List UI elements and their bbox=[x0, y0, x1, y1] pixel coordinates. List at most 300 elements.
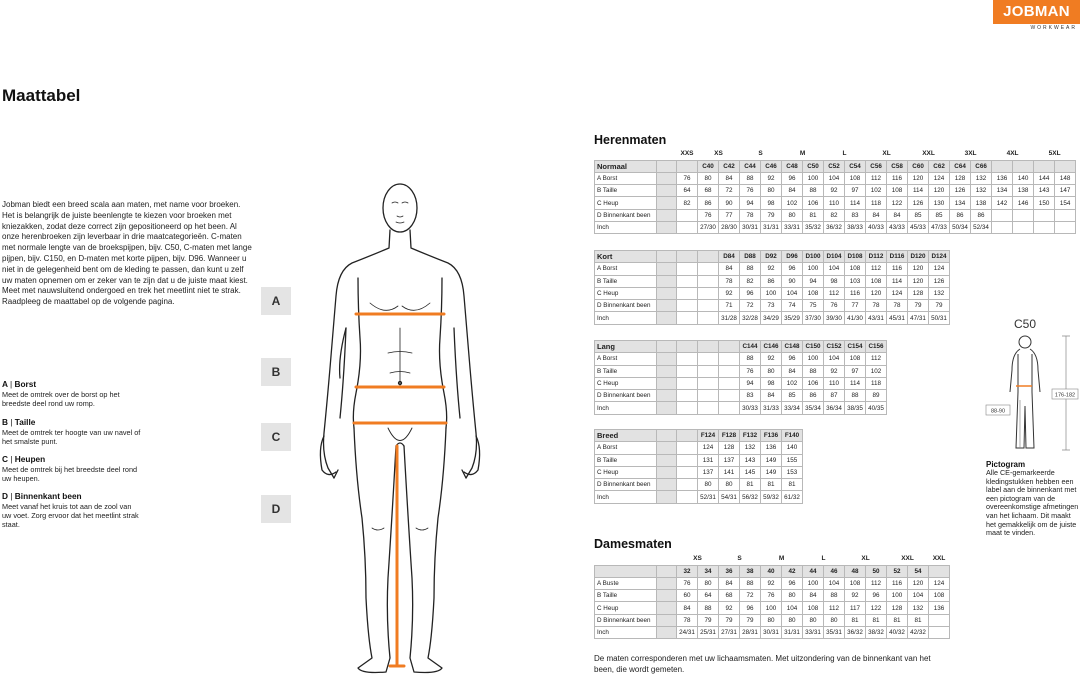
pictogram-text: Alle CE-gemarkeerde kledingstukken hebben een label aan de binnenkant met een pictogram van de overeenkomstige afmetingen van het lichaam. Dit maakt het gemakkelijk om de juiste maat te vinden. bbox=[986, 468, 1079, 538]
table-cell: 126 bbox=[929, 275, 950, 287]
table-cell: 114 bbox=[845, 197, 866, 209]
table-row bbox=[595, 172, 1076, 184]
size-group-label: 3XL bbox=[964, 150, 977, 158]
table-cell: 128 bbox=[887, 602, 908, 614]
table-cell: 80 bbox=[824, 614, 845, 626]
table-row bbox=[595, 263, 950, 275]
table-cell: 108 bbox=[803, 287, 824, 299]
row-label: D Binnenkant been bbox=[595, 300, 657, 312]
table-cell: 77 bbox=[845, 300, 866, 312]
table-cell: 28/30 bbox=[719, 221, 740, 233]
size-code bbox=[1013, 160, 1034, 172]
size-code: D96 bbox=[782, 251, 803, 263]
table-cell: 72 bbox=[740, 300, 761, 312]
size-code: C42 bbox=[719, 160, 740, 172]
table-separator bbox=[657, 390, 677, 402]
table-cell bbox=[698, 275, 719, 287]
table-cell: 76 bbox=[761, 590, 782, 602]
table-cell bbox=[677, 466, 698, 478]
left-torso-arm bbox=[324, 230, 391, 478]
table-cell: 86 bbox=[698, 197, 719, 209]
size-group-label: L bbox=[821, 555, 826, 563]
table-separator bbox=[657, 491, 677, 503]
table-cell: 80 bbox=[782, 209, 803, 221]
table-cell: 134 bbox=[950, 197, 971, 209]
table-cell: 153 bbox=[782, 466, 803, 478]
table-cell: 78 bbox=[866, 300, 887, 312]
table-cell: 124 bbox=[929, 577, 950, 589]
size-code: 38 bbox=[740, 565, 761, 577]
table-cell: 85 bbox=[782, 390, 803, 402]
table-cell: 100 bbox=[803, 353, 824, 365]
table-cell: 25/31 bbox=[698, 626, 719, 638]
table-cell: 38/32 bbox=[866, 626, 887, 638]
table-cell bbox=[698, 300, 719, 312]
table-cell: 102 bbox=[782, 377, 803, 389]
table-cell: 136 bbox=[992, 172, 1013, 184]
table-cell: 45/33 bbox=[908, 221, 929, 233]
table-cell: 80 bbox=[698, 577, 719, 589]
size-group-label: XL bbox=[882, 150, 891, 158]
table-cell: 28/31 bbox=[740, 626, 761, 638]
table-cell: 92 bbox=[761, 577, 782, 589]
herenmaten-title: Herenmaten bbox=[594, 133, 667, 147]
size-code: F128 bbox=[719, 430, 740, 442]
table-cell: 24/31 bbox=[677, 626, 698, 638]
row-label: B Taille bbox=[595, 590, 657, 602]
table-cell: 88 bbox=[803, 185, 824, 197]
intro-text: Jobman biedt een breed scala aan maten, met name voor broeken. Het is belangrijk de juiste beenlengte te kiezen voor broeken met kniezakken, zodat deze correct zijn gepositioneerd op het been. Al onze herenbroeken zijn leverbaar in drie maatcategorieën. C-maten met normale lengte van de broekspijpen, bijv. C50, C-maten met lange pijpen, bijv. C150, en D-maten met korte pijpen, bijv. D96. Wanneer u niet in de gelegenheid bent om de kleding te passen, dan kunt u zelf uw maten opnemen om er zeker van te zijn dat u de juiste maat kiest. Meet met nauwsluitend ondergoed en trek het meetlint niet te strak. Raadpleeg de maattabel op de volgende pagina. bbox=[2, 200, 252, 307]
logo-wordmark: JOBMAN bbox=[993, 0, 1080, 24]
table-cell: 138 bbox=[971, 197, 992, 209]
table-cell: 30/31 bbox=[740, 221, 761, 233]
table-cell bbox=[698, 377, 719, 389]
row-label: B Taille bbox=[595, 454, 657, 466]
size-code: 52 bbox=[887, 565, 908, 577]
right-torso-arm bbox=[410, 230, 477, 478]
table-cell: 88 bbox=[740, 577, 761, 589]
table-title: Lang bbox=[595, 341, 657, 353]
table-separator bbox=[657, 341, 677, 353]
table-cell: 92 bbox=[824, 365, 845, 377]
table-cell: 104 bbox=[782, 287, 803, 299]
table-cell: 52/34 bbox=[971, 221, 992, 233]
table-cell: 72 bbox=[719, 185, 740, 197]
table-cell: 120 bbox=[908, 263, 929, 275]
size-code: D124 bbox=[929, 251, 950, 263]
table-cell: 33/31 bbox=[782, 221, 803, 233]
table-cell: 144 bbox=[1034, 172, 1055, 184]
table-cell bbox=[677, 263, 698, 275]
table-separator bbox=[657, 172, 677, 184]
table-cell: 132 bbox=[971, 185, 992, 197]
table-cell: 37/30 bbox=[803, 312, 824, 324]
table-cell bbox=[677, 442, 698, 454]
size-group-label: L bbox=[842, 150, 847, 158]
row-label: Inch bbox=[595, 491, 657, 503]
table-cell: 97 bbox=[845, 365, 866, 377]
size-code: 48 bbox=[845, 565, 866, 577]
table-separator bbox=[657, 300, 677, 312]
size-code: 32 bbox=[677, 565, 698, 577]
table-cell: 89 bbox=[866, 390, 887, 402]
row-label: C Heup bbox=[595, 602, 657, 614]
table-cell: 76 bbox=[677, 172, 698, 184]
table-cell: 112 bbox=[866, 577, 887, 589]
table-row bbox=[595, 209, 1076, 221]
table-cell: 92 bbox=[845, 590, 866, 602]
table-row bbox=[595, 365, 887, 377]
table-cell: 30/31 bbox=[761, 626, 782, 638]
table-cell: 27/31 bbox=[719, 626, 740, 638]
size-code: C44 bbox=[740, 160, 761, 172]
table-cell: 79 bbox=[761, 209, 782, 221]
zone-marker-d: D bbox=[261, 495, 291, 523]
table-cell bbox=[677, 287, 698, 299]
table-cell bbox=[677, 275, 698, 287]
table-cell bbox=[929, 614, 950, 626]
table-cell: 84 bbox=[803, 590, 824, 602]
row-label: Inch bbox=[595, 221, 657, 233]
table-cell: 76 bbox=[824, 300, 845, 312]
table-cell: 120 bbox=[908, 577, 929, 589]
table-cell: 128 bbox=[950, 172, 971, 184]
table-row bbox=[595, 353, 887, 365]
table-cell: 31/31 bbox=[782, 626, 803, 638]
table-cell: 80 bbox=[719, 479, 740, 491]
table-cell: 132 bbox=[929, 287, 950, 299]
table-cell: 81 bbox=[761, 479, 782, 491]
size-code: 40 bbox=[761, 565, 782, 577]
table-cell: 84 bbox=[761, 390, 782, 402]
size-code bbox=[992, 160, 1013, 172]
table-cell: 79 bbox=[698, 614, 719, 626]
table-cell: 94 bbox=[740, 197, 761, 209]
table-cell: 120 bbox=[908, 275, 929, 287]
table-row bbox=[595, 312, 950, 324]
picto-leg-value: 88-90 bbox=[990, 408, 1006, 415]
table-separator bbox=[657, 221, 677, 233]
table-cell: 96 bbox=[782, 353, 803, 365]
torso-detail bbox=[370, 303, 430, 388]
table-cell: 88 bbox=[740, 353, 761, 365]
size-group-label: XXL bbox=[901, 555, 914, 563]
table-cell: 76 bbox=[698, 209, 719, 221]
table-cell: 76 bbox=[740, 185, 761, 197]
table-cell: 120 bbox=[908, 172, 929, 184]
table-row bbox=[595, 577, 950, 589]
table-cell: 143 bbox=[740, 454, 761, 466]
table-cell: 80 bbox=[782, 614, 803, 626]
table-cell: 108 bbox=[845, 263, 866, 275]
table-cell: 96 bbox=[740, 287, 761, 299]
table-cell: 88 bbox=[698, 602, 719, 614]
table-row bbox=[595, 287, 950, 299]
table-cell: 86 bbox=[950, 209, 971, 221]
table-cell: 150 bbox=[1034, 197, 1055, 209]
table-cell: 118 bbox=[866, 377, 887, 389]
table-cell bbox=[677, 454, 698, 466]
size-code bbox=[929, 565, 950, 577]
table-row bbox=[595, 614, 950, 626]
table-cell bbox=[677, 390, 698, 402]
table-cell: 86 bbox=[971, 209, 992, 221]
table-cell: 79 bbox=[908, 300, 929, 312]
table-row bbox=[595, 300, 950, 312]
size-header-row bbox=[595, 341, 887, 353]
size-code: D84 bbox=[719, 251, 740, 263]
table-cell: 80 bbox=[698, 172, 719, 184]
size-code: C62 bbox=[929, 160, 950, 172]
table-cell: 31/31 bbox=[761, 221, 782, 233]
table-cell: 154 bbox=[1055, 197, 1076, 209]
table-cell: 138 bbox=[1013, 185, 1034, 197]
table-cell: 35/29 bbox=[782, 312, 803, 324]
table-cell: 104 bbox=[824, 353, 845, 365]
size-code: D92 bbox=[761, 251, 782, 263]
table-damesmaten bbox=[594, 553, 950, 639]
table-cell: 98 bbox=[761, 197, 782, 209]
table-cell: 106 bbox=[803, 197, 824, 209]
table-separator bbox=[657, 275, 677, 287]
table-cell: 84 bbox=[719, 263, 740, 275]
table-separator bbox=[657, 565, 677, 577]
table-cell: 50/34 bbox=[950, 221, 971, 233]
table-cell: 117 bbox=[845, 602, 866, 614]
size-header-row bbox=[595, 160, 1076, 172]
size-code: C54 bbox=[845, 160, 866, 172]
table-cell: 137 bbox=[698, 466, 719, 478]
table-cell: 92 bbox=[761, 172, 782, 184]
table-cell: 118 bbox=[866, 197, 887, 209]
table-row bbox=[595, 491, 803, 503]
table-separator bbox=[657, 377, 677, 389]
table-cell bbox=[698, 353, 719, 365]
table-cell: 90 bbox=[719, 197, 740, 209]
row-label: Inch bbox=[595, 402, 657, 414]
table-cell: 104 bbox=[908, 590, 929, 602]
table-separator bbox=[657, 479, 677, 491]
logo-tagline: WORKWEAR bbox=[1030, 25, 1077, 31]
table-cell: 54/31 bbox=[719, 491, 740, 503]
table-separator bbox=[657, 160, 677, 172]
table-cell: 79 bbox=[929, 300, 950, 312]
table-cell: 81 bbox=[740, 479, 761, 491]
table-cell: 61/32 bbox=[782, 491, 803, 503]
group-spacer bbox=[657, 553, 677, 565]
table-cell: 104 bbox=[824, 263, 845, 275]
table-cell: 32/28 bbox=[740, 312, 761, 324]
size-code: C56 bbox=[866, 160, 887, 172]
table-cell: 80 bbox=[782, 590, 803, 602]
table-cell: 102 bbox=[782, 197, 803, 209]
table-cell: 112 bbox=[824, 287, 845, 299]
definition-borst: A | Borst Meet de omtrek over de borst op het breedste deel rond uw romp. bbox=[2, 379, 120, 408]
table-separator bbox=[657, 365, 677, 377]
table-cell: 82 bbox=[677, 197, 698, 209]
size-code: C156 bbox=[866, 341, 887, 353]
size-code: C66 bbox=[971, 160, 992, 172]
size-code: C146 bbox=[761, 341, 782, 353]
table-cell: 108 bbox=[845, 577, 866, 589]
table-row bbox=[595, 454, 803, 466]
size-code: D108 bbox=[845, 251, 866, 263]
row-label: A Borst bbox=[595, 172, 657, 184]
table-cell: 100 bbox=[803, 577, 824, 589]
row-label: A Borst bbox=[595, 442, 657, 454]
table-cell: 80 bbox=[761, 365, 782, 377]
table-cell: 104 bbox=[824, 577, 845, 589]
table-cell: 72 bbox=[740, 590, 761, 602]
table-cell: 100 bbox=[761, 287, 782, 299]
table-cell: 86 bbox=[761, 275, 782, 287]
table-cell bbox=[992, 209, 1013, 221]
row-label: B Taille bbox=[595, 275, 657, 287]
table-separator bbox=[657, 251, 677, 263]
table-cell bbox=[698, 263, 719, 275]
size-code bbox=[677, 341, 698, 353]
table-cell: 136 bbox=[929, 602, 950, 614]
table-separator bbox=[657, 590, 677, 602]
size-group-label: M bbox=[778, 555, 785, 563]
size-group-label: 4XL bbox=[1006, 150, 1019, 158]
table-cell: 84 bbox=[782, 365, 803, 377]
table-cell: 34/29 bbox=[761, 312, 782, 324]
picto-height-value: 176-182 bbox=[1054, 392, 1076, 399]
table-cell: 78 bbox=[677, 614, 698, 626]
size-code: 42 bbox=[782, 565, 803, 577]
table-cell: 98 bbox=[824, 275, 845, 287]
damesmaten-title: Damesmaten bbox=[594, 537, 672, 551]
size-code: C150 bbox=[803, 341, 824, 353]
right-torso-side bbox=[440, 278, 447, 428]
table-cell: 31/28 bbox=[719, 312, 740, 324]
table-separator bbox=[657, 287, 677, 299]
table-cell: 112 bbox=[824, 602, 845, 614]
table-cell: 96 bbox=[782, 577, 803, 589]
table-cell: 108 bbox=[845, 353, 866, 365]
picto-body bbox=[1010, 349, 1040, 448]
size-code: C154 bbox=[845, 341, 866, 353]
table-cell: 116 bbox=[845, 287, 866, 299]
table-cell: 137 bbox=[719, 454, 740, 466]
size-group-label: S bbox=[737, 555, 742, 563]
table-cell: 40/32 bbox=[887, 626, 908, 638]
table-cell: 88 bbox=[803, 365, 824, 377]
zone-marker-a: A bbox=[261, 287, 291, 315]
table-cell: 103 bbox=[845, 275, 866, 287]
table-cell: 30/33 bbox=[740, 402, 761, 414]
table-title: Normaal bbox=[595, 160, 657, 172]
table-cell: 35/32 bbox=[803, 221, 824, 233]
table-cell: 104 bbox=[782, 602, 803, 614]
size-code: D116 bbox=[887, 251, 908, 263]
table-cell: 122 bbox=[887, 197, 908, 209]
table-cell bbox=[677, 402, 698, 414]
left-torso-side bbox=[353, 278, 360, 428]
table-cell: 86 bbox=[803, 390, 824, 402]
table-cell: 47/33 bbox=[929, 221, 950, 233]
table-cell: 80 bbox=[698, 479, 719, 491]
table-cell: 81 bbox=[845, 614, 866, 626]
size-group-label: XL bbox=[861, 555, 870, 563]
table-cell: 76 bbox=[740, 365, 761, 377]
table-cell bbox=[677, 491, 698, 503]
table-cell bbox=[719, 365, 740, 377]
size-code bbox=[719, 341, 740, 353]
size-group-row bbox=[595, 553, 950, 565]
table-cell: 64 bbox=[698, 590, 719, 602]
table-cell bbox=[698, 287, 719, 299]
table-cell: 60 bbox=[677, 590, 698, 602]
row-label: B Taille bbox=[595, 365, 657, 377]
size-code: C58 bbox=[887, 160, 908, 172]
table-cell: 114 bbox=[887, 275, 908, 287]
table-cell: 82 bbox=[740, 275, 761, 287]
table-row bbox=[595, 197, 1076, 209]
table-cell: 56/32 bbox=[740, 491, 761, 503]
size-code: C46 bbox=[761, 160, 782, 172]
table-cell: 36/32 bbox=[845, 626, 866, 638]
table-cell: 100 bbox=[803, 172, 824, 184]
row-label: D Binnenkant been bbox=[595, 614, 657, 626]
table-cell: 116 bbox=[887, 577, 908, 589]
table-cell: 80 bbox=[761, 185, 782, 197]
table-row bbox=[595, 402, 887, 414]
left-leg bbox=[354, 428, 396, 673]
table-cell: 140 bbox=[782, 442, 803, 454]
table-cell: 73 bbox=[761, 300, 782, 312]
table-cell: 50/31 bbox=[929, 312, 950, 324]
table-cell: 41/30 bbox=[845, 312, 866, 324]
size-code bbox=[698, 341, 719, 353]
table-cell bbox=[1013, 221, 1034, 233]
table-cell: 84 bbox=[782, 185, 803, 197]
table-title: Breed bbox=[595, 430, 657, 442]
table-cell bbox=[1013, 209, 1034, 221]
table-cell: 141 bbox=[719, 466, 740, 478]
row-label: C Heup bbox=[595, 377, 657, 389]
table-cell: 82 bbox=[824, 209, 845, 221]
table-cell: 94 bbox=[740, 377, 761, 389]
table-cell: 122 bbox=[866, 602, 887, 614]
size-code: C64 bbox=[950, 160, 971, 172]
table-cell bbox=[992, 221, 1013, 233]
size-code: 54 bbox=[908, 565, 929, 577]
table-cell: 75 bbox=[803, 300, 824, 312]
table-cell: 40/35 bbox=[866, 402, 887, 414]
pictogram-title: Pictogram bbox=[986, 460, 1026, 469]
table-cell: 108 bbox=[887, 185, 908, 197]
table-row bbox=[595, 185, 1076, 197]
size-code bbox=[677, 251, 698, 263]
table-cell bbox=[1034, 221, 1055, 233]
table-cell: 88 bbox=[824, 590, 845, 602]
size-code: D104 bbox=[824, 251, 845, 263]
table-cell: 100 bbox=[761, 602, 782, 614]
table-cell: 43/31 bbox=[866, 312, 887, 324]
table-cell: 112 bbox=[866, 353, 887, 365]
table-cell: 143 bbox=[1034, 185, 1055, 197]
table-cell: 114 bbox=[845, 377, 866, 389]
table-cell bbox=[1055, 221, 1076, 233]
size-group-label: S bbox=[758, 150, 763, 158]
table-cell: 124 bbox=[929, 263, 950, 275]
table-cell: 124 bbox=[887, 287, 908, 299]
table-cell: 132 bbox=[740, 442, 761, 454]
table-separator bbox=[657, 466, 677, 478]
table-cell: 116 bbox=[887, 263, 908, 275]
